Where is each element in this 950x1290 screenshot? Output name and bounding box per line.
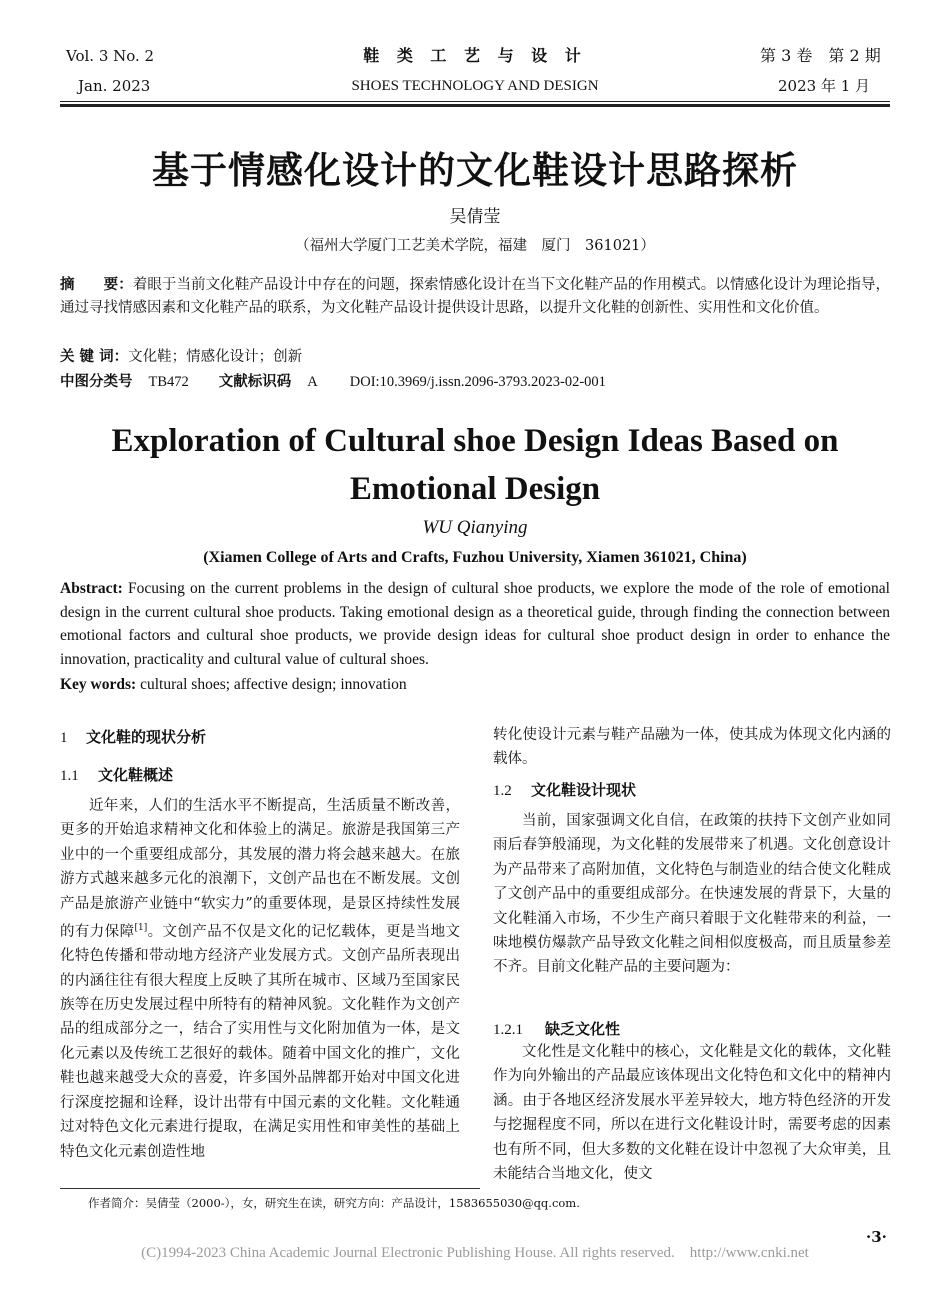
affiliation-en: (Xiamen College of Arts and Crafts, Fuzhou University, Xiamen 361021, China) [203,549,747,566]
keywords-en-label: Key words: [60,676,137,693]
cnki-watermark: (C)1994-2023 China Academic Journal Electronic Publishing House. All rights reserved. http://www.cnki.net [141,1245,809,1261]
footnote-rule [60,1188,480,1189]
author-en: WU Qianying [422,517,528,538]
keywords-en [60,673,890,697]
section-1-number: 1 [60,730,68,746]
doc-code: A [307,374,318,390]
citation-1: [1] [134,923,148,934]
section-1-2-1-number: 1.2.1 [493,1022,523,1038]
journal-title-cn: 鞋 类 工 艺 与 设 计 [363,46,587,65]
paragraph-1-part-a: 近年来，人们的生活水平不断提高，生活质量不断改善，更多的开始追求精神文化和体验上的满足。旅游是我国第三产业中的一个重要组成部分，其发展的潜力将会越来越大。在旅游方式越来越多元化的浪潮下，文创产品也在不断发展。文创产品是旅游产业链中“软实力”的重要体现，是景区持续性发展的有力保障 [60,798,460,940]
clc-label: 中图分类号 [60,374,133,390]
body-paragraph-1-continued: 转化使设计元素与鞋产品融为一体，使其成为体现文化内涵的载体。 [493,727,891,768]
clc-code: TB472 [148,374,189,390]
page-number: ·3· [866,1228,887,1246]
paper-title-en: Exploration of Cultural shoe Design Ideas Based on Emotional Design [111,423,839,507]
section-1-title: 文化鞋的现状分析 [86,728,207,746]
volume-number: Vol. 3 No. 2 [66,47,155,65]
journal-title-en: SHOES TECHNOLOGY AND DESIGN [351,78,599,94]
header-rule-thick [60,104,890,107]
body-paragraph-3 [493,1040,891,1186]
classification-line [60,371,890,394]
section-1-2-1-heading [493,1017,891,1042]
section-1-2-1-title: 缺乏文化性 [545,1020,621,1038]
keywords-cn-label: 关 键 词： [60,349,129,365]
paragraph-1-part-b: 。文创产品不仅是文化的记忆载体，更是当地文化特色传播和带动地方经济产业发展方式。文创产品所表现出的内涵往往有很大程度上反映了其所在城市、区域乃至国家民族等在历史发展过程中所特有的精神风貌。文化鞋作为文创产品的组成部分之一，结合了实用性与文化附加值为一体，是文化元素以及传统工艺很好的载体。随着中国文化的推广，文化鞋也越来越受大众的喜爱，许多国外品牌都开始对中国文化进行深度挖掘和诠释，设计出带有中国元素的文化鞋。文化鞋通过对特色文化元素进行提取，在满足实用性和审美性的基础上特色文化元素创造性地 [60,923,461,1160]
abstract-cn [60,274,890,320]
abstract-cn-label: 摘 要： [60,277,133,293]
abstract-en-label: Abstract: [60,580,123,597]
abstract-cn-text: 着眼于当前文化鞋产品设计中存在的问题，探索情感化设计在当下文化鞋产品的作用模式。以情感化设计为理论指导，通过寻找情感因素和文化鞋产品的联系，为文化鞋产品设计提供设计思路，以提升文化鞋的创新性、实用性和文化价值。 [60,277,890,316]
volume-number-cn: 第 3 卷 第 2 期 [760,46,881,65]
section-1-1-title: 文化鞋概述 [98,766,174,784]
section-1-2-title: 文化鞋设计现状 [531,781,637,799]
doc-code-label: 文献标识码 [218,374,292,390]
header-rule-thin [60,101,890,102]
body-paragraph-1 [60,794,460,1164]
keywords-cn [60,346,890,369]
keywords-cn-text: 文化鞋；情感化设计；创新 [128,349,303,365]
paragraph-2-text: 当前，国家强调文化自信，在政策的扶持下文创产业如同雨后春笋般涌现，为文化鞋的发展带来了机遇。文化创意设计为产品带来了高附加值，文化特色与制造业的结合使文化鞋成了文创产品中的重要组成部分。在快速发展的背景下，大量的文化鞋涌入市场，不少生产商只着眼于文化鞋带来的利益，一味地模仿爆款产品导致文化鞋之间相似度极高，而且质量参差不齐。目前文化鞋产品的主要问题为： [493,813,891,976]
paper-title-cn: 基于情感化设计的文化鞋设计思路探析 [152,149,798,192]
author-cn: 吴倩莹 [449,207,501,227]
section-1-1-number: 1.1 [60,768,79,784]
doi: DOI:10.3969/j.issn.2096-3793.2023-02-001 [349,374,606,390]
paragraph-3-text: 文化性是文化鞋中的核心，文化鞋是文化的载体，文化鞋作为向外输出的产品最应该体现出文化特色和文化中的精神内涵。由于各地区经济发展水平差异较大，地方特色经济的开发与挖掘程度不同，所以在进行文化鞋设计时，需要考虑的因素也有所不同，但大多数的文化鞋在设计中忽视了大众审美，且未能结合当地文化，使文 [493,1044,891,1183]
body-paragraph-2 [493,809,891,980]
abstract-en-text: Focusing on the current problems in the design of cultural shoe products, we explore the mode of the role of emotional design in the current cultural shoe products. Taking emotional design as a theoretical guide, through finding the connection between emotional factors and cultural shoe products, we provide design ideas for cultural shoe product design in order to enhance the innovation, practicality and cultural value of cultural shoes. [60,580,890,668]
section-1-1-heading [60,763,460,788]
section-1-heading [60,725,460,750]
abstract-en [60,577,890,671]
section-1-2-heading [493,778,891,803]
issue-date-cn: 2023 年 1 月 [778,77,871,95]
keywords-en-text: cultural shoes; affective design; innovation [136,676,407,693]
issue-date: Jan. 2023 [78,77,151,95]
affiliation-cn: （福州大学厦门工艺美术学院，福建 厦门 361021） [295,238,655,254]
section-1-2-number: 1.2 [493,783,512,799]
author-footnote: 作者简介：吴倩莹（2000-），女，研究生在读，研究方向：产品设计，1583655030@qq.com. [88,1196,580,1210]
